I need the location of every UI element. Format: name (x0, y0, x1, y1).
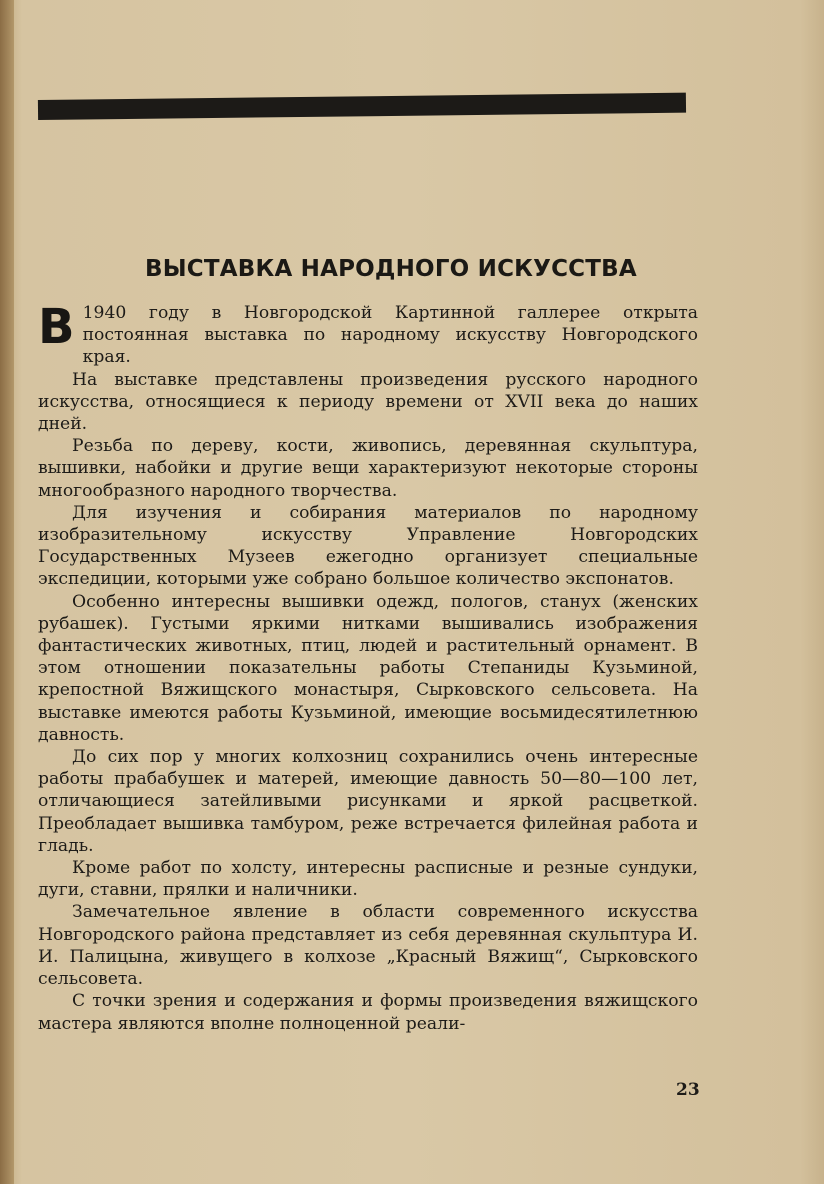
article-body (38, 299, 698, 1035)
paragraph-9: С точки зрения и содержания и формы произведения вяжищского мастера являются вполне полноценной реали- (38, 991, 698, 1034)
paragraph-4: Для изучения и собирания материалов по народному изобразительному искусству Управление Новгородских Государственных Музеев ежегодно организует специальные экспедиции, которыми уже собрано большое количество экспонатов. (38, 502, 698, 590)
drop-cap: В (38, 299, 75, 355)
page-binding-edge (0, 0, 14, 1184)
page-number: 23 (676, 1080, 700, 1100)
header-rule (38, 93, 686, 120)
paragraph-2: На выставке представлены произведения русского народного искусства, относящиеся к периоду времени от XVII века до наших дней. (38, 369, 698, 435)
paragraph-5: Особенно интересны вышивки одежд, пологов, станух (женских рубашек). Густыми яркими нитками вышивались изображения фантастических животных, птиц, людей и растительный орнамент. В этом отношении показательны работы Степаниды Кузьминой, крепостной Вяжищского монастыря, Сырковского сельсовета. На выставке имеются работы Кузьминой, имеющие восьмидесятилетнюю давность. (38, 591, 698, 745)
paragraph-8: Замечательное явление в области современного искусства Новгородского района представляет из себя деревянная скульптура И. И. Палицына, живущего в колхозе „Красный Вяжищ“, Сырковского сельсовета. (38, 902, 698, 990)
paragraph-1-text: 1940 году в Новгородской Картинной галлерее открыта постоянная выставка по народному искусству Новгородского края. (82, 303, 698, 368)
paragraph-3: Резьба по дереву, кости, живопись, деревянная скульптура, вышивки, набойки и другие вещи характеризуют некоторые стороны многообразного народного творчества. (38, 436, 698, 501)
paragraph-1 (38, 299, 698, 369)
article-title: ВЫСТАВКА НАРОДНОГО ИСКУССТВА (145, 256, 637, 282)
paragraph-7: Кроме работ по холсту, интересны расписные и резные сундуки, дуги, ставни, прялки и наличники. (38, 858, 698, 901)
paragraph-6: До сих пор у многих колхозниц сохранились очень интересные работы прабабушек и матерей, имеющие давность 50—80—100 лет, отличающиеся затейливыми рисунками и яркой расцветкой. Преобладает вышивка тамбуром, реже встречается филейная работа и гладь. (38, 747, 698, 856)
